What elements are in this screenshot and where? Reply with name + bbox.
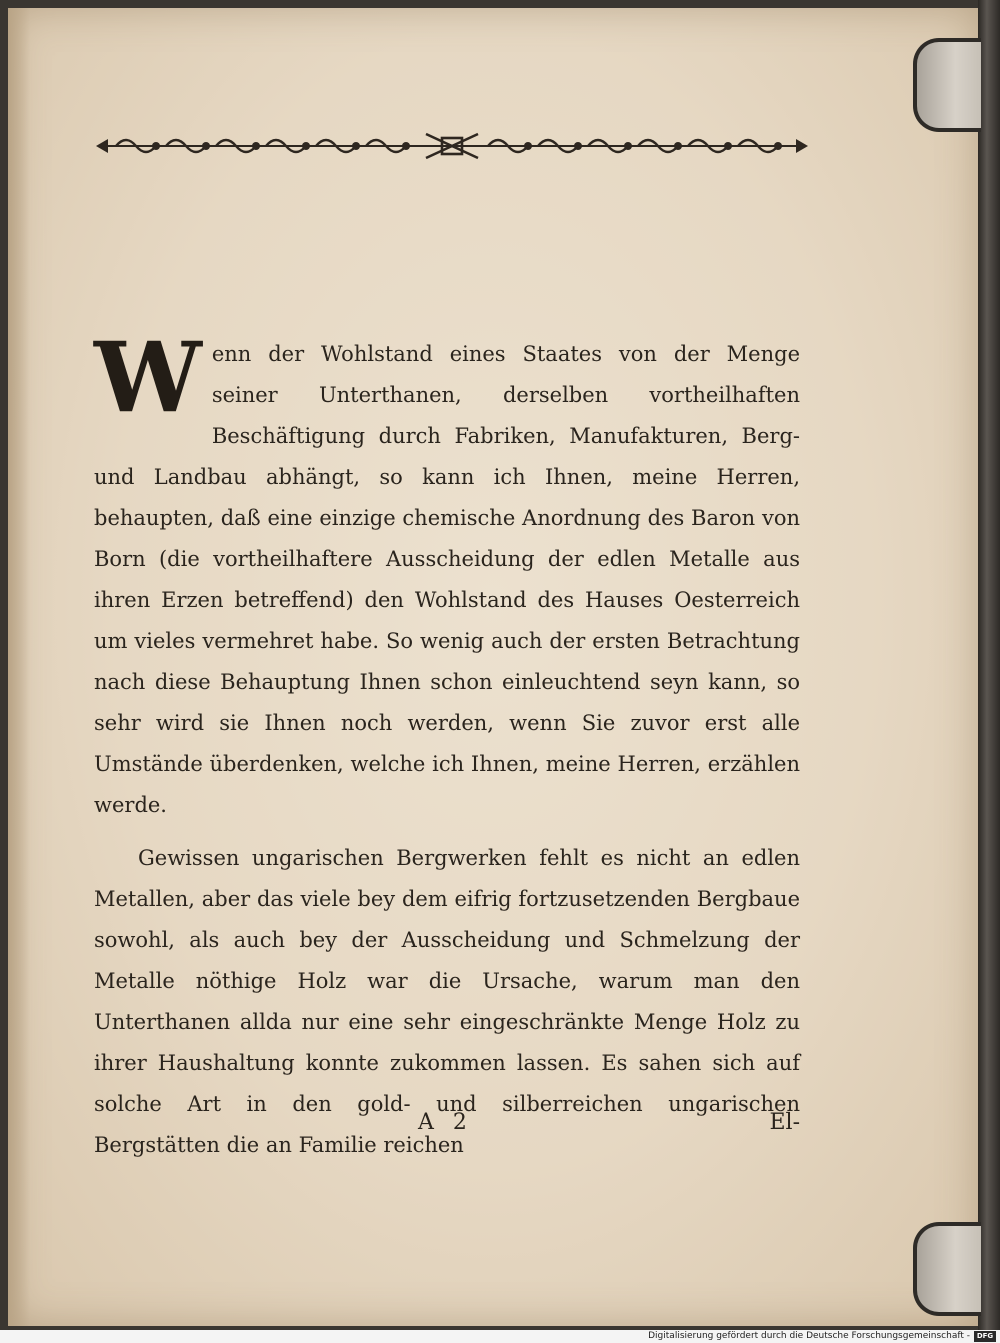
catchword: El- xyxy=(769,1110,800,1135)
paragraph-1-text: enn der Wohlstand eines Staates von der Menge seiner Unterthanen, derselben vortheilhaften Beschäftigung durch Fabriken, Manufakturen, Berg- und Landbau abhängt, so kann ich Ihnen, meine Herren, behaupten, daß eine einzige chemische Anordnung des Baron von Born (die vortheilhaftere Ausscheidung der edlen Metalle aus ihren Erzen betreffend) den Wohlstand des Hauses Oesterreich um vieles vermehret habe. So wenig auch der ersten Betrachtung nach diese Behauptung Ihnen schon einleuchtend seyn kann, so sehr wird sie Ihnen noch werden, wenn Sie zuvor erst alle Umstände überdenken, welche ich Ihnen, meine Herren, erzählen werde. xyxy=(94,342,800,817)
dfg-logo-icon: DFG xyxy=(974,1331,996,1342)
drop-cap: W xyxy=(94,321,202,434)
main-text xyxy=(94,321,800,1166)
binder-clip-icon xyxy=(913,38,981,132)
book-edge xyxy=(978,0,1000,1330)
page-footer xyxy=(94,1110,800,1150)
credit-text: Digitalisierung gefördert durch die Deutsche Forschungsgemeinschaft - xyxy=(648,1331,970,1341)
book-page xyxy=(8,8,978,1326)
paragraph-2: Gewissen ungarischen Bergwerken fehlt es nicht an edlen Metallen, aber das viele bey dem eifrig fortzusetzenden Bergbaue sowohl, als auch bey der Ausscheidung und Schmelzung der Metalle nöthige Holz war die Ursache, warum man den Unterthanen allda nur eine sehr eingeschränkte Menge Holz zu ihrer Haushaltung konnte zukommen lassen. Es sahen sich auf solche Art in den gold- und silberreichen ungarischen Bergstätten die an Familie reichen xyxy=(94,846,800,1157)
binder-clip-icon xyxy=(913,1222,981,1316)
paragraph-1 xyxy=(94,321,800,826)
headband-ornament-icon xyxy=(96,130,808,162)
credit-bar xyxy=(0,1330,1000,1343)
signature-mark: A 2 xyxy=(418,1110,473,1135)
